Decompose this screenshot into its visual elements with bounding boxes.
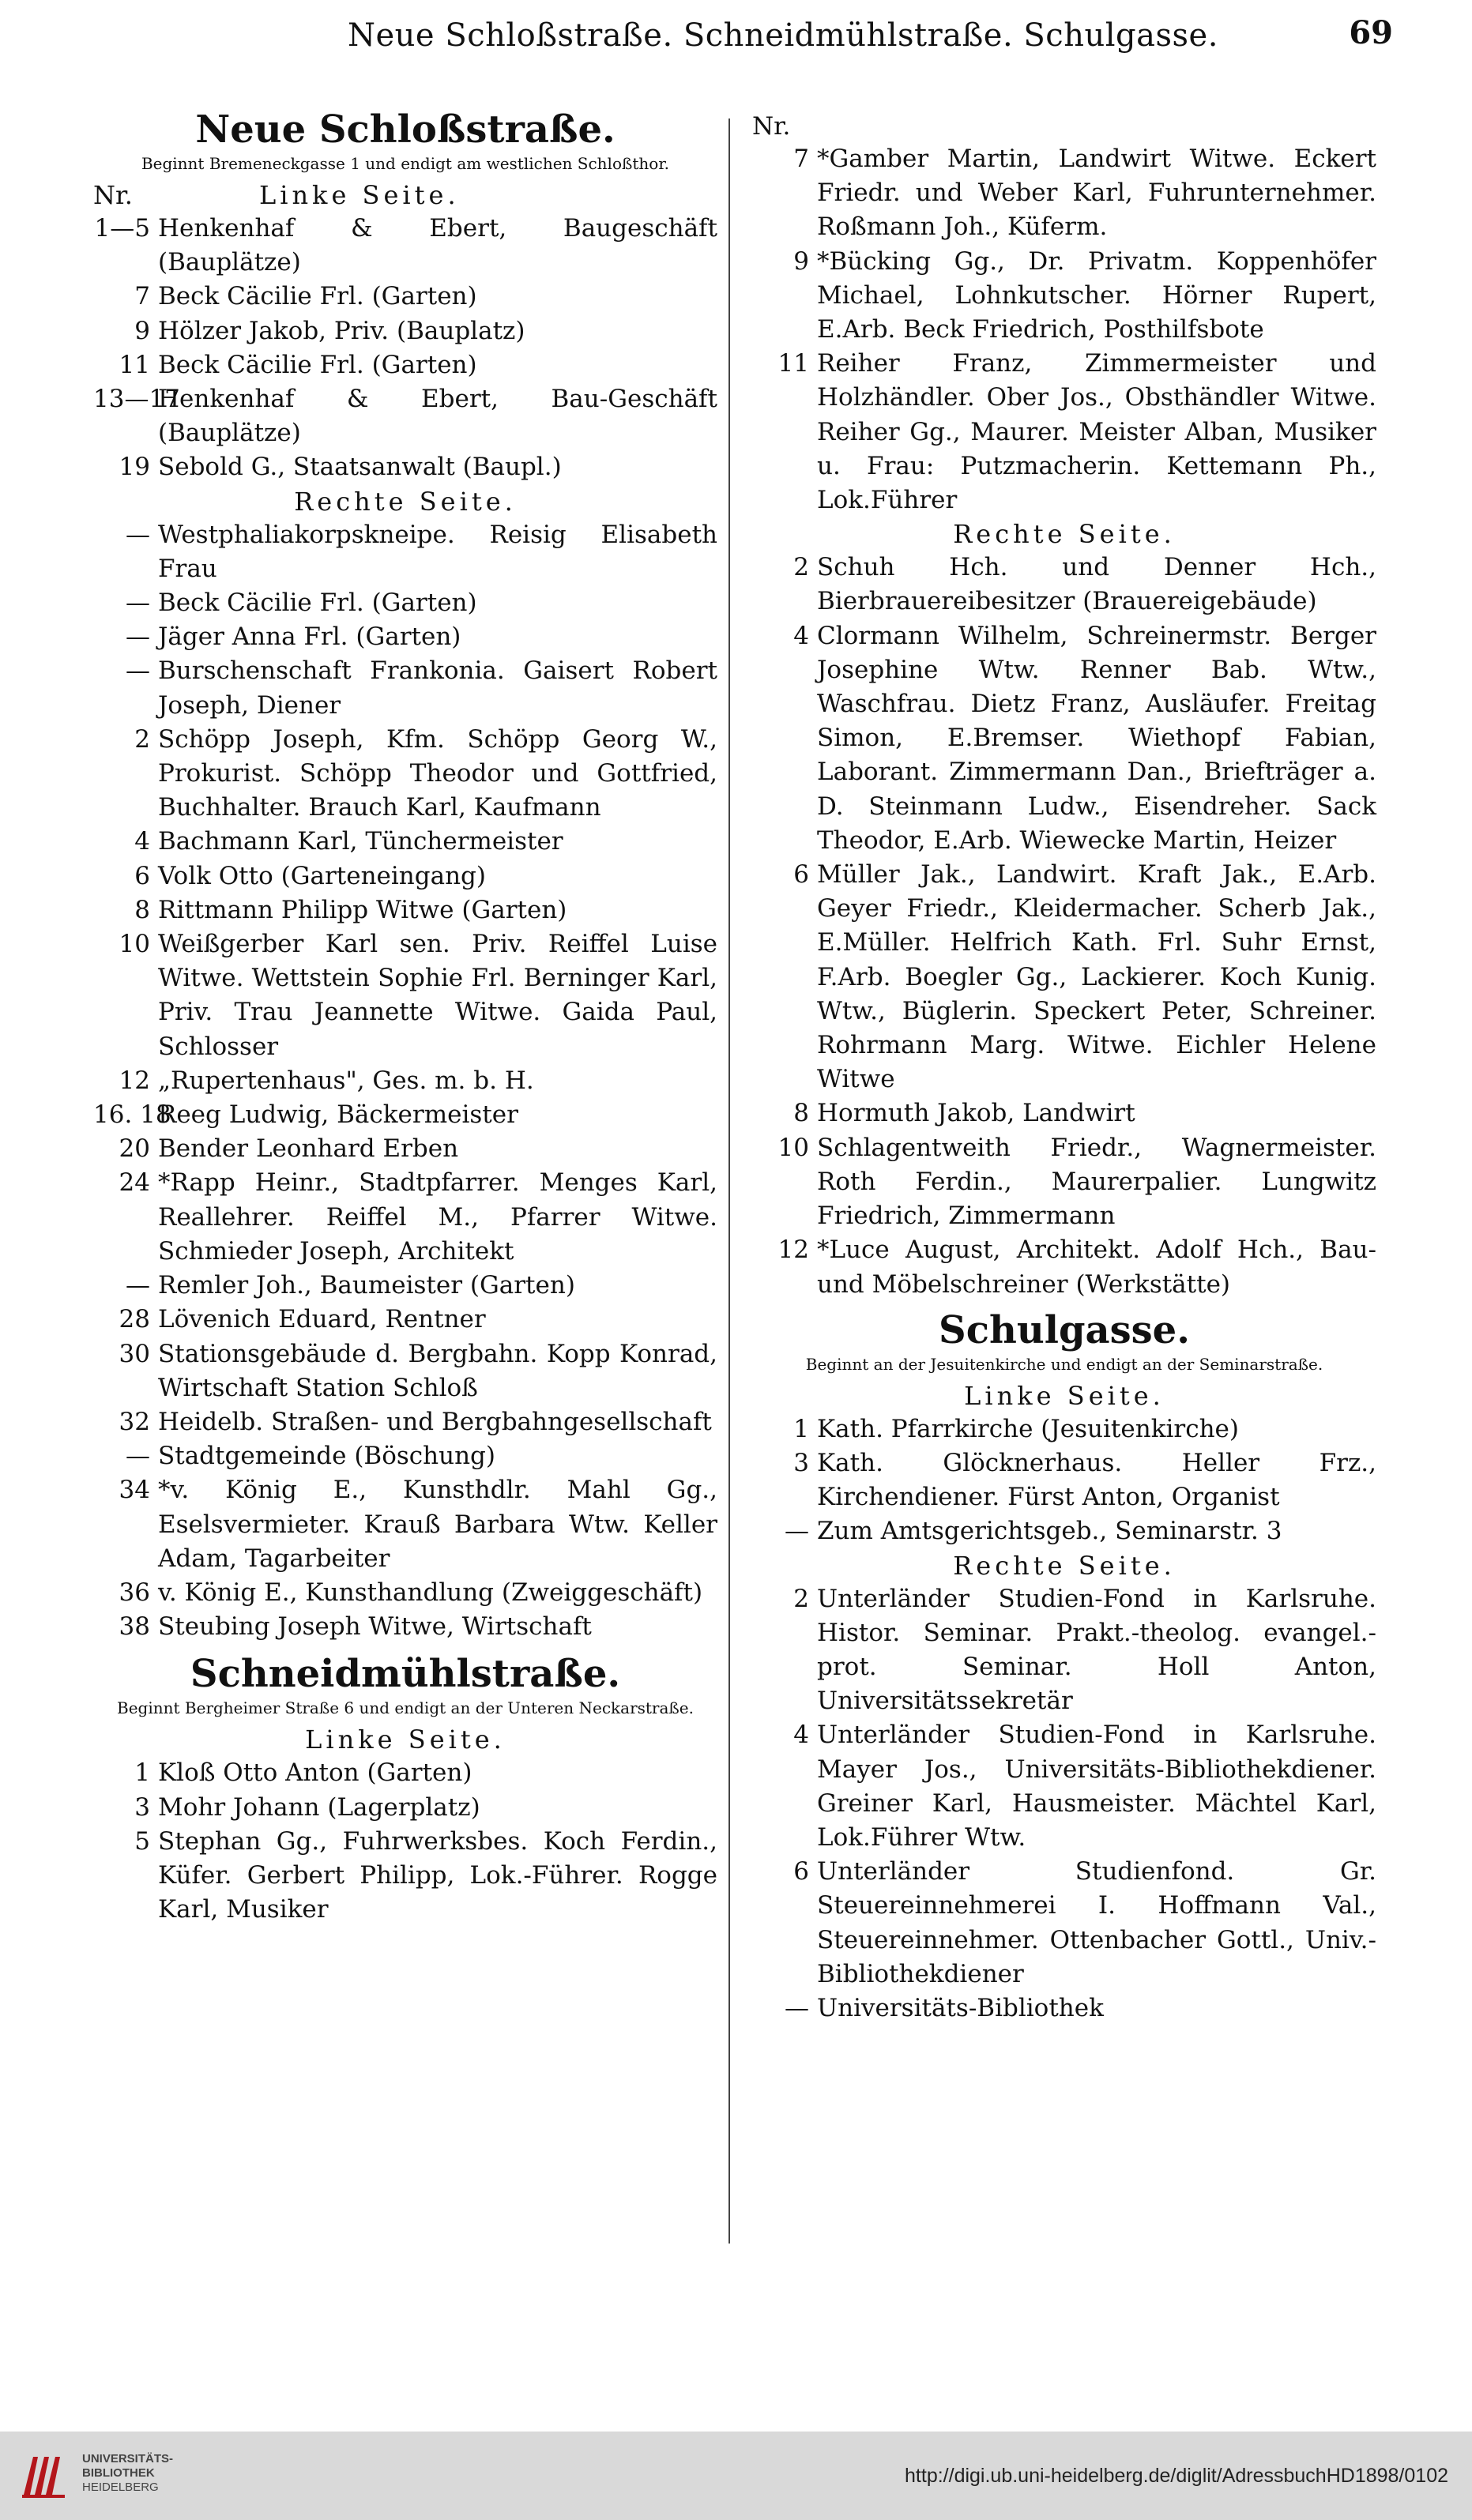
resident-text: Hormuth Jakob, Landwirt — [817, 1099, 1135, 1128]
resident-text: Henkenhaf & Ebert, Baugeschäft (Bauplätze) — [158, 214, 717, 277]
resident-text: Stadtgemeinde (Böschung) — [158, 1442, 495, 1471]
list-item — [93, 654, 717, 722]
list-item — [752, 858, 1376, 1096]
resident-text: Unterländer Studienfond. Gr. Steuereinnehmerei I. Hoffmann Val., Steuereinnehmer. Ottenbacher Gottl., Univ.-Bibliothekdiener — [817, 1857, 1376, 1988]
house-number: 5 — [134, 1826, 150, 1856]
house-number: — — [126, 520, 150, 549]
list-item — [752, 551, 1376, 619]
house-number: — — [126, 622, 150, 652]
list-item — [93, 1303, 717, 1337]
resident-text: Hölzer Jakob, Priv. (Bauplatz) — [158, 316, 525, 345]
resident-text: „Rupertenhaus", Ges. m. b. H. — [158, 1066, 534, 1095]
house-number: 32 — [119, 1407, 150, 1436]
resident-text: Remler Joh., Baumeister (Garten) — [158, 1271, 575, 1300]
street-description: Beginnt Bergheimer Straße 6 und endigt an der Unteren Neckarstraße. — [117, 1698, 694, 1718]
side-label-linke: Linke Seite. — [964, 1380, 1165, 1411]
house-number: — — [126, 656, 150, 686]
list-item — [93, 927, 717, 1064]
house-number: 9 — [134, 316, 150, 345]
street-title: Neue Schloßstraße. — [195, 107, 616, 152]
street-description: Beginnt Bremeneckgasse 1 und endigt am westlichen Schloßthor. — [141, 154, 670, 173]
entry-list — [93, 518, 717, 1645]
library-footer — [0, 2432, 1472, 2520]
list-item — [93, 1576, 717, 1610]
list-item — [93, 859, 717, 893]
resident-text: Mohr Johann (Lagerplatz) — [158, 1792, 480, 1822]
source-url-link[interactable]: http://digi.ub.uni-heidelberg.de/diglit/AdressbuchHD1898/0102 — [905, 2465, 1448, 2487]
list-item — [752, 1446, 1376, 1514]
house-number: 2 — [793, 553, 809, 582]
resident-text: Beck Cäcilie Frl. (Garten) — [158, 350, 477, 379]
house-number: 24 — [119, 1168, 150, 1198]
resident-text: Zum Amtsgerichtsgeb., Seminarstr. 3 — [817, 1517, 1282, 1546]
house-number: 4 — [134, 827, 150, 856]
resident-text: Universitäts-Bibliothek — [817, 1993, 1104, 2022]
list-item — [93, 1132, 717, 1166]
resident-text: Burschenschaft Frankonia. Gaisert Robert Joseph, Diener — [158, 656, 717, 720]
house-number: — — [785, 1517, 809, 1546]
list-item — [93, 348, 717, 382]
list-item — [93, 1166, 717, 1269]
list-item — [752, 1582, 1376, 1719]
list-item — [93, 212, 717, 280]
resident-text: Bender Leonhard Erben — [158, 1134, 459, 1164]
section-schneidmuehlstrasse — [93, 1650, 717, 1927]
street-description: Beginnt an der Jesuitenkirche und endigt an der Seminarstraße. — [805, 1354, 1323, 1374]
list-item — [93, 1064, 717, 1098]
house-number: 11 — [119, 350, 150, 379]
house-number: — — [126, 589, 150, 618]
house-number: 28 — [119, 1305, 150, 1334]
side-label-rechte: Rechte Seite. — [953, 1550, 1176, 1581]
resident-text: Beck Cäcilie Frl. (Garten) — [158, 282, 477, 311]
list-item — [752, 1514, 1376, 1548]
house-number: — — [785, 1993, 809, 2022]
resident-text: Schuh Hch. und Denner Hch., Bierbrauereibesitzer (Brauereigebäude) — [817, 553, 1376, 616]
house-number: 10 — [777, 1133, 809, 1162]
list-item — [752, 1718, 1376, 1855]
library-name — [82, 2452, 173, 2495]
resident-text: Westphaliakorpskneipe. Reisig Elisabeth Frau — [158, 520, 717, 583]
house-number: 6 — [793, 860, 809, 890]
house-number: 1 — [134, 1758, 150, 1788]
house-number: 2 — [134, 724, 150, 754]
house-number: 3 — [134, 1792, 150, 1822]
list-item — [752, 245, 1376, 348]
house-number: 8 — [134, 895, 150, 924]
list-item — [93, 1610, 717, 1644]
running-head: Neue Schloßstraße. Schneidmühlstraße. Schulgasse. — [348, 17, 1218, 54]
list-item — [93, 1791, 717, 1825]
list-item — [93, 1439, 717, 1473]
house-number: 3 — [793, 1448, 809, 1477]
list-item — [93, 1756, 717, 1790]
list-item — [93, 586, 717, 620]
resident-text: Bachmann Karl, Tünchermeister — [158, 827, 563, 856]
resident-text: Volk Otto (Garteneingang) — [158, 861, 486, 890]
house-number: 4 — [793, 621, 809, 650]
side-label-rechte: Rechte Seite. — [294, 486, 517, 517]
resident-text: *Rapp Heinr., Stadtpfarrer. Menges Karl, Reallehrer. Reiffel M., Pfarrer Witwe. Schmieder Joseph, Architekt — [158, 1168, 717, 1266]
list-item — [93, 314, 717, 348]
side-header — [93, 179, 717, 212]
list-item — [752, 1992, 1376, 2025]
side-label-linke: Linke Seite. — [258, 180, 460, 210]
entry-list — [752, 551, 1376, 1301]
house-number: 30 — [119, 1339, 150, 1368]
street-title: Schneidmühlstraße. — [190, 1652, 621, 1697]
entry-list — [752, 1582, 1376, 2026]
house-number: 34 — [119, 1476, 150, 1505]
right-column — [752, 111, 1376, 2025]
list-item — [93, 1473, 717, 1576]
house-number: 38 — [119, 1612, 150, 1642]
resident-text: Sebold G., Staatsanwalt (Baupl.) — [158, 453, 562, 482]
house-number: 8 — [793, 1099, 809, 1128]
entry-list — [752, 1412, 1376, 1549]
page-number: 69 — [1349, 14, 1393, 51]
resident-text: Kath. Glöcknerhaus. Heller Frz., Kirchendiener. Fürst Anton, Organist — [817, 1448, 1376, 1512]
resident-text: *v. König E., Kunsthdlr. Mahl Gg., Eselsvermieter. Krauß Barbara Wtw. Keller Adam, Tagarbeiter — [158, 1476, 717, 1573]
list-item — [93, 1269, 717, 1303]
house-number: 12 — [119, 1066, 150, 1095]
resident-text: Unterländer Studien-Fond in Karlsruhe. Mayer Jos., Universitäts-Bibliothekdiener. Greiner Karl, Hausmeister. Mächtel Karl, Lok.Führer Wtw. — [817, 1721, 1376, 1852]
list-item — [752, 142, 1376, 245]
list-item — [93, 825, 717, 859]
resident-text: Jäger Anna Frl. (Garten) — [158, 622, 461, 652]
list-item — [93, 1337, 717, 1405]
resident-text: *Luce August, Architekt. Adolf Hch., Bau- und Möbelschreiner (Werkstätte) — [817, 1236, 1376, 1299]
resident-text: *Bücking Gg., Dr. Privatm. Koppenhöfer Michael, Lohnkutscher. Hörner Rupert, E.Arb. Beck Friedrich, Posthilfsbote — [817, 246, 1376, 344]
house-number: 6 — [134, 861, 150, 890]
house-number: 20 — [119, 1134, 150, 1164]
list-item — [93, 1405, 717, 1439]
list-item — [93, 450, 717, 484]
resident-text: Kloß Otto Anton (Garten) — [158, 1758, 472, 1788]
house-number: 2 — [793, 1584, 809, 1613]
resident-text: Henkenhaf & Ebert, Bau-Geschäft (Bauplätze) — [158, 385, 717, 448]
resident-text: Beck Cäcilie Frl. (Garten) — [158, 589, 477, 618]
house-number: — — [126, 1442, 150, 1471]
list-item — [93, 893, 717, 927]
house-number: — — [126, 1271, 150, 1300]
list-item — [752, 1855, 1376, 1992]
house-number: 36 — [119, 1578, 150, 1607]
list-item — [93, 382, 717, 450]
resident-text: *Gamber Martin, Landwirt Witwe. Eckert Friedr. und Weber Karl, Fuhrunternehmer. Roßmann Joh., Küferm. — [817, 145, 1376, 242]
resident-text: Weißgerber Karl sen. Priv. Reiffel Luise Witwe. Wettstein Sophie Frl. Berninger Karl, Priv. Trau Jeannette Witwe. Gaida Paul, Schlosser — [158, 930, 717, 1061]
section-schulgasse — [752, 1307, 1376, 2025]
house-number: 9 — [793, 246, 809, 276]
list-item — [752, 1233, 1376, 1301]
resident-text: Schlagentweith Friedr., Wagnermeister. Roth Ferdin., Maurerpalier. Lungwitz Friedrich, Zimmermann — [817, 1133, 1376, 1231]
list-item — [93, 280, 717, 314]
list-item — [93, 620, 717, 654]
house-number: 1 — [793, 1414, 809, 1443]
resident-text: Heidelb. Straßen- und Bergbahngesellschaft — [158, 1407, 712, 1436]
library-name-line: BIBLIOTHEK — [82, 2466, 155, 2480]
list-item — [752, 1131, 1376, 1234]
resident-text: Kath. Pfarrkirche (Jesuitenkirche) — [817, 1414, 1239, 1443]
side-label-linke: Linke Seite. — [305, 1725, 506, 1755]
page-header — [0, 11, 1472, 66]
list-item — [93, 518, 717, 586]
library-name-line: UNIVERSITÄTS- — [82, 2452, 174, 2465]
resident-text: Lövenich Eduard, Rentner — [158, 1305, 486, 1334]
nr-label: Nr. — [752, 112, 791, 141]
list-item — [752, 347, 1376, 517]
resident-text: Clormann Wilhelm, Schreinermstr. Berger Josephine Wtw. Renner Bab. Wtw., Waschfrau. Dietz Franz, Ausläufer. Freitag Simon, E.Bremser. Wiethopf Fabian, Laborant. Zimmermann Dan., Briefträger a. D. Steinmann Ludw., Eisendreher. Sack Theodor, E.Arb. Wiewecke Martin, Heizer — [817, 621, 1376, 855]
section-neue-schlossstrasse — [93, 106, 717, 1644]
resident-text: Rittmann Philipp Witwe (Garten) — [158, 895, 567, 924]
list-item — [752, 1412, 1376, 1446]
list-item — [752, 1096, 1376, 1130]
list-item — [93, 1825, 717, 1928]
resident-text: Stationsgebäude d. Bergbahn. Kopp Konrad, Wirtschaft Station Schloß — [158, 1339, 717, 1402]
house-number: 16. 18 — [93, 1100, 171, 1130]
entry-list — [752, 142, 1376, 517]
house-number: 7 — [793, 145, 809, 173]
list-item — [93, 1098, 717, 1132]
nr-label: Nr. — [93, 180, 133, 210]
left-column — [93, 103, 717, 1927]
house-number: 10 — [119, 930, 150, 959]
house-number: 6 — [793, 1857, 809, 1886]
resident-text: Reiher Franz, Zimmermeister und Holzhändler. Ober Jos., Obsthändler Witwe. Reiher Gg., Maurer. Meister Alban, Musiker u. Frau: Putzmacherin. Kettemann Ph., Lok.Führer — [817, 349, 1376, 515]
resident-text: v. König E., Kunsthandlung (Zweiggeschäft) — [158, 1578, 703, 1607]
entry-list — [93, 1756, 717, 1927]
resident-text: Schöpp Joseph, Kfm. Schöpp Georg W., Prokurist. Schöpp Theodor und Gottfried, Buchhalter. Brauch Karl, Kaufmann — [158, 724, 717, 822]
library-name-line: HEIDELBERG — [82, 2481, 159, 2494]
resident-text: Reeg Ludwig, Bäckermeister — [158, 1100, 518, 1130]
house-number: 12 — [777, 1236, 809, 1265]
house-number: 7 — [134, 282, 150, 311]
resident-text: Stephan Gg., Fuhrwerksbes. Koch Ferdin., Küfer. Gerbert Philipp, Lok.-Führer. Rogge Karl, Musiker — [158, 1826, 717, 1924]
street-title: Schulgasse. — [939, 1307, 1190, 1352]
entry-list — [93, 212, 717, 485]
library-logo-icon — [16, 2447, 73, 2504]
list-item — [93, 723, 717, 826]
column-divider — [728, 118, 730, 2244]
side-label-rechte: Rechte Seite. — [953, 519, 1176, 550]
resident-text: Steubing Joseph Witwe, Wirtschaft — [158, 1612, 592, 1642]
resident-text: Müller Jak., Landwirt. Kraft Jak., E.Arb. Geyer Friedr., Kleidermacher. Scherb Jak., E.Müller. Helfrich Kath. Frl. Suhr Ernst, F.Arb. Boegler Gg., Lackierer. Koch Kunig. Wtw., Büglerin. Speckert Peter, Schreiner. Rohrmann Marg. Witwe. Eichler Helene Witwe — [817, 860, 1376, 1094]
house-number: 4 — [793, 1721, 809, 1750]
house-number: 19 — [119, 453, 150, 482]
house-number: 1—5 — [94, 214, 150, 243]
house-number: 13—17 — [93, 385, 180, 414]
resident-text: Unterländer Studien-Fond in Karlsruhe. Histor. Seminar. Prakt.-theolog. evangel.-prot. Seminar. Holl Anton, Universitätssekretär — [817, 1584, 1376, 1716]
list-item — [752, 619, 1376, 858]
house-number: 11 — [777, 349, 809, 378]
